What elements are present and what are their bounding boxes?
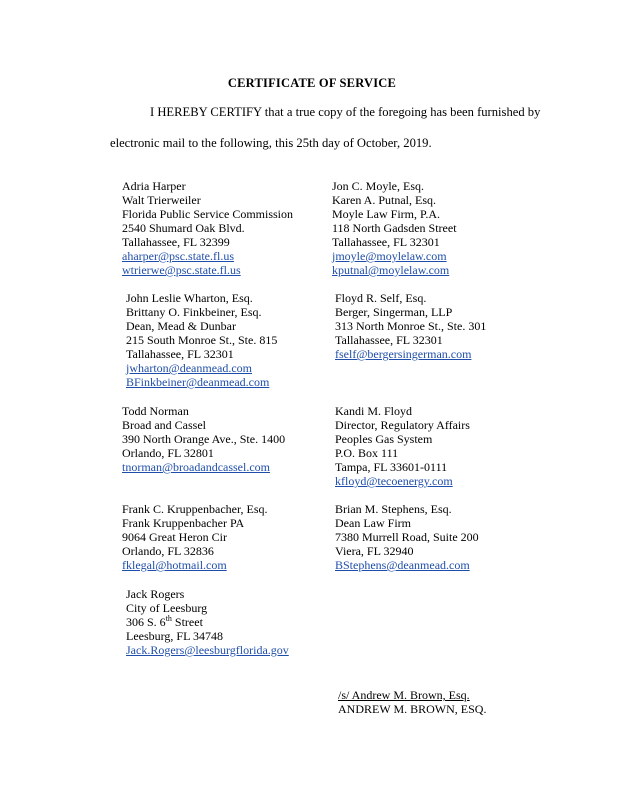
recipient-line: 9064 Great Heron Cir [122, 530, 227, 544]
recipient-line: Todd Norman [122, 404, 189, 418]
ordinal-suffix: th [165, 614, 172, 623]
recipient-line: Tallahassee, FL 32399 [122, 235, 230, 249]
email-link[interactable]: jmoyle@moylelaw.com [332, 249, 447, 263]
recipient-line: Frank C. Kruppenbacher, Esq. [122, 502, 268, 516]
recipient-line: Kandi M. Floyd [335, 404, 413, 418]
recipient-line: Tallahassee, FL 32301 [335, 333, 443, 347]
recipient-line [126, 615, 289, 629]
recipient-line: 390 North Orange Ave., Ste. 1400 [122, 432, 286, 446]
recipient-block [332, 179, 457, 277]
email-link[interactable]: fself@bergersingerman.com [335, 347, 472, 361]
recipient-line: Tampa, FL 33601-0111 [335, 460, 448, 474]
recipient-line: Berger, Singerman, LLP [335, 305, 453, 319]
recipient-line: Dean, Mead & Dunbar [126, 319, 236, 333]
recipient-line: 2540 Shumard Oak Blvd. [122, 221, 245, 235]
recipient-line: Walt Trierweiler [122, 193, 201, 207]
recipient-line: Dean Law Firm [335, 516, 411, 530]
recipient-line: Viera, FL 32940 [335, 544, 414, 558]
recipient-line: Tallahassee, FL 32301 [126, 347, 234, 361]
recipient-line: Moyle Law Firm, P.A. [332, 207, 440, 221]
recipient-block [126, 291, 277, 389]
document-title: CERTIFICATE OF SERVICE [227, 76, 397, 90]
recipient-line: Tallahassee, FL 32301 [332, 235, 440, 249]
recipient-line: John Leslie Wharton, Esq. [126, 291, 253, 305]
email-link[interactable]: BFinkbeiner@deanmead.com [126, 375, 270, 389]
recipient-block [122, 179, 293, 277]
recipient-block [335, 404, 470, 488]
certify-paragraph-line2: electronic mail to the following, this 25th day of October, 2019. [110, 136, 432, 150]
recipient-block [335, 291, 486, 361]
recipient-line: Jack Rogers [126, 587, 185, 601]
recipient-line: 313 North Monroe St., Ste. 301 [335, 319, 487, 333]
street-name: Street [171, 615, 203, 629]
recipient-line: 7380 Murrell Road, Suite 200 [335, 530, 479, 544]
certify-paragraph-line1: I HEREBY CERTIFY that a true copy of the foregoing has been furnished by [150, 105, 541, 119]
recipient-line: Orlando, FL 32801 [122, 446, 214, 460]
recipient-line: Brian M. Stephens, Esq. [335, 502, 452, 516]
recipient-line: Florida Public Service Commission [122, 207, 293, 221]
recipient-line: Broad and Cassel [122, 418, 206, 432]
recipient-block [122, 502, 267, 572]
recipient-block [122, 404, 285, 474]
recipient-line: Floyd R. Self, Esq. [335, 291, 427, 305]
recipient-block [126, 587, 289, 657]
recipient-line: Brittany O. Finkbeiner, Esq. [126, 305, 262, 319]
recipient-line: City of Leesburg [126, 601, 208, 615]
recipient-line: Karen A. Putnal, Esq. [332, 193, 436, 207]
street-number: 306 S. 6 [126, 615, 166, 629]
recipient-line: Peoples Gas System [335, 432, 433, 446]
email-link[interactable]: fklegal@hotmail.com [122, 558, 227, 572]
recipient-line: 215 South Monroe St., Ste. 815 [126, 333, 278, 347]
email-link[interactable]: tnorman@broadandcassel.com [122, 460, 271, 474]
signature-name: ANDREW M. BROWN, ESQ. [338, 702, 487, 716]
recipient-line: Leesburg, FL 34748 [126, 629, 223, 643]
recipient-line: 118 North Gadsden Street [332, 221, 457, 235]
recipient-line: Frank Kruppenbacher PA [122, 516, 245, 530]
email-link[interactable]: Jack.Rogers@leesburgflorida.gov [126, 643, 289, 657]
email-link[interactable]: wtrierwe@psc.state.fl.us [122, 263, 241, 277]
recipient-line: P.O. Box 111 [335, 446, 399, 460]
email-link[interactable]: jwharton@deanmead.com [126, 361, 253, 375]
recipient-block [335, 502, 479, 572]
email-link[interactable]: BStephens@deanmead.com [335, 558, 470, 572]
email-link[interactable]: kputnal@moylelaw.com [332, 263, 450, 277]
email-link[interactable]: aharper@psc.state.fl.us [122, 249, 235, 263]
signature-line: /s/ Andrew M. Brown, Esq. [338, 688, 470, 702]
email-link[interactable]: kfloyd@tecoenergy.com [335, 474, 453, 488]
recipient-line: Orlando, FL 32836 [122, 544, 214, 558]
recipient-line: Adria Harper [122, 179, 186, 193]
recipient-line: Director, Regulatory Affairs [335, 418, 470, 432]
recipient-line: Jon C. Moyle, Esq. [332, 179, 425, 193]
